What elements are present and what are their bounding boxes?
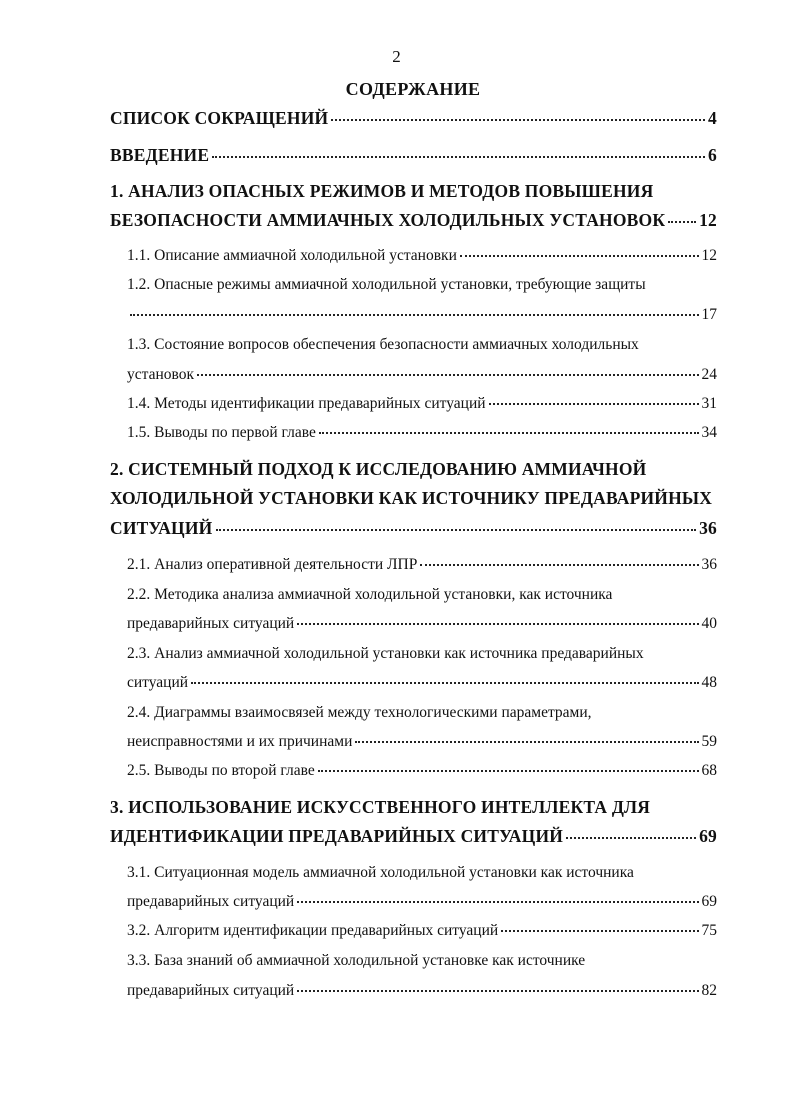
toc-entry-label: 1.1. Описание аммиачной холодильной установки <box>127 247 457 264</box>
toc-entry-label: 3.1. Ситуационная модель аммиачной холодильной установки как источника <box>127 864 634 881</box>
toc-entry-1-3-line1[interactable] <box>127 336 717 354</box>
toc-entry-label: 2.5. Выводы по второй главе <box>127 762 315 779</box>
dot-leader <box>566 837 696 839</box>
toc-page-number: 59 <box>701 733 717 750</box>
toc-entry-3-1-line2[interactable] <box>127 893 717 911</box>
dot-leader <box>460 255 699 257</box>
toc-entry-2-4-line1[interactable] <box>127 704 717 722</box>
toc-entry-1-4[interactable] <box>127 395 717 413</box>
toc-entry-chapter-3-line1[interactable] <box>110 797 717 818</box>
toc-page-number: 34 <box>701 424 717 441</box>
dot-leader <box>197 374 698 376</box>
dot-leader <box>331 119 705 121</box>
dot-leader <box>318 770 699 772</box>
toc-entry-3-2[interactable] <box>127 922 717 940</box>
toc-entry-chapter-1-line2[interactable] <box>110 210 717 231</box>
toc-page-number: 17 <box>701 306 717 323</box>
toc-entry-label: 2.3. Анализ аммиачной холодильной установки как источника предаварийных <box>127 645 644 662</box>
toc-entry-label: 1.3. Состояние вопросов обеспечения безопасности аммиачных холодильных <box>127 336 639 353</box>
toc-entry-3-3-line1[interactable] <box>127 952 717 970</box>
toc-entry-2-3-line1[interactable] <box>127 645 717 663</box>
dot-leader <box>297 990 698 992</box>
toc-entry-label: 1. АНАЛИЗ ОПАСНЫХ РЕЖИМОВ И МЕТОДОВ ПОВЫШЕНИЯ <box>110 181 654 201</box>
toc-page-number: 24 <box>701 366 717 383</box>
toc-entry-chapter-3-line2[interactable] <box>110 826 717 847</box>
toc-entry-label: 3.3. База знаний об аммиачной холодильной установке как источнике <box>127 952 586 969</box>
toc-entry-1-1[interactable] <box>127 247 717 265</box>
toc-entry-1-5[interactable] <box>127 424 717 442</box>
toc-entry-2-2-line1[interactable] <box>127 586 717 604</box>
toc-page-number: 48 <box>701 674 717 691</box>
dot-leader <box>355 741 698 743</box>
toc-page-number: 12 <box>701 247 717 264</box>
toc-entry-label: 1.5. Выводы по первой главе <box>127 424 316 441</box>
dot-leader <box>420 564 698 566</box>
dot-leader <box>297 623 698 625</box>
toc-entry-label: предаварийных ситуаций <box>127 893 295 910</box>
toc-entry-1-3-line2[interactable] <box>127 366 717 384</box>
toc-page-number: 40 <box>701 615 717 632</box>
toc-entry-label: предаварийных ситуаций <box>127 615 295 632</box>
toc-entry-label: 3. ИСПОЛЬЗОВАНИЕ ИСКУССТВЕННОГО ИНТЕЛЛЕКТА ДЛЯ <box>110 797 651 817</box>
toc-page-number: 68 <box>701 762 717 779</box>
toc-entry-2-2-line2[interactable] <box>127 615 717 633</box>
toc-entry-label: установок <box>127 366 195 383</box>
toc-page-number: 31 <box>701 395 717 412</box>
toc-entry-label: ситуаций <box>127 674 189 691</box>
toc-entry-chapter-2-line3[interactable] <box>110 518 717 539</box>
toc-entry-label: 3.2. Алгоритм идентификации предаварийных ситуаций <box>127 922 499 939</box>
toc-entry-chapter-2-line1[interactable] <box>110 459 717 480</box>
toc-page-number: 12 <box>699 210 717 230</box>
toc-entry-label: СПИСОК СОКРАЩЕНИЙ <box>110 108 329 128</box>
toc-entry-label: СИТУАЦИЙ <box>110 518 213 538</box>
toc-page-number: 82 <box>701 982 717 999</box>
toc-entry-3-1-line1[interactable] <box>127 864 717 882</box>
toc-entry-1-2-line1[interactable] <box>127 276 717 294</box>
toc-entry-2-1[interactable] <box>127 556 717 574</box>
toc-entry-label: предаварийных ситуаций <box>127 982 295 999</box>
toc-page-number: 69 <box>699 826 717 846</box>
dot-leader <box>212 156 705 158</box>
toc-entry-2-5[interactable] <box>127 762 717 780</box>
toc-entry-3-3-line2[interactable] <box>127 982 717 1000</box>
toc-page-number: 75 <box>701 922 717 939</box>
toc-page-number: 6 <box>708 145 717 165</box>
dot-leader <box>130 314 699 316</box>
toc-entry-2-4-line2[interactable] <box>127 733 717 751</box>
toc-page-number: 36 <box>701 556 717 573</box>
toc-entry-label: 1.4. Методы идентификации предаварийных ситуаций <box>127 395 486 412</box>
toc-entry-chapter-1-line1[interactable] <box>110 181 717 202</box>
dot-leader <box>489 403 699 405</box>
toc-entry-label: 1.2. Опасные режимы аммиачной холодильной установки, требующие защиты <box>127 276 646 293</box>
toc-entry-chapter-2-line2[interactable] <box>110 488 717 509</box>
dot-leader <box>668 221 696 223</box>
toc-entry-label: ИДЕНТИФИКАЦИИ ПРЕДАВАРИЙНЫХ СИТУАЦИЙ <box>110 826 564 846</box>
toc-entry-label: ВВЕДЕНИЕ <box>110 145 210 165</box>
toc-entry-label: 2. СИСТЕМНЫЙ ПОДХОД К ИССЛЕДОВАНИЮ АММИАЧНОЙ <box>110 459 647 479</box>
dot-leader <box>216 529 697 531</box>
toc-entry-label: ХОЛОДИЛЬНОЙ УСТАНОВКИ КАК ИСТОЧНИКУ ПРЕДАВАРИЙНЫХ <box>110 488 713 508</box>
page-number: 2 <box>392 47 401 66</box>
toc-entry-1-2-line2[interactable] <box>127 306 717 324</box>
toc-entry-abbreviations[interactable] <box>110 108 717 129</box>
toc-entry-label: 2.2. Методика анализа аммиачной холодильной установки, как источника <box>127 586 613 603</box>
dot-leader <box>501 930 698 932</box>
dot-leader <box>319 432 699 434</box>
toc-entry-label: 2.1. Анализ оперативной деятельности ЛПР <box>127 556 418 573</box>
toc-entry-label: БЕЗОПАСНОСТИ АММИАЧНЫХ ХОЛОДИЛЬНЫХ УСТАНОВОК <box>110 210 666 230</box>
toc-entry-2-3-line2[interactable] <box>127 674 717 692</box>
toc-entry-introduction[interactable] <box>110 145 717 166</box>
dot-leader <box>191 682 698 684</box>
page-title: СОДЕРЖАНИЕ <box>345 79 481 99</box>
toc-page-number: 69 <box>701 893 717 910</box>
dot-leader <box>297 901 698 903</box>
toc-entry-label: неисправностями и их причинами <box>127 733 353 750</box>
toc-page-number: 36 <box>699 518 717 538</box>
toc-entry-label: 2.4. Диаграммы взаимосвязей между технологическими параметрами, <box>127 704 592 721</box>
toc-page-number: 4 <box>708 108 717 128</box>
